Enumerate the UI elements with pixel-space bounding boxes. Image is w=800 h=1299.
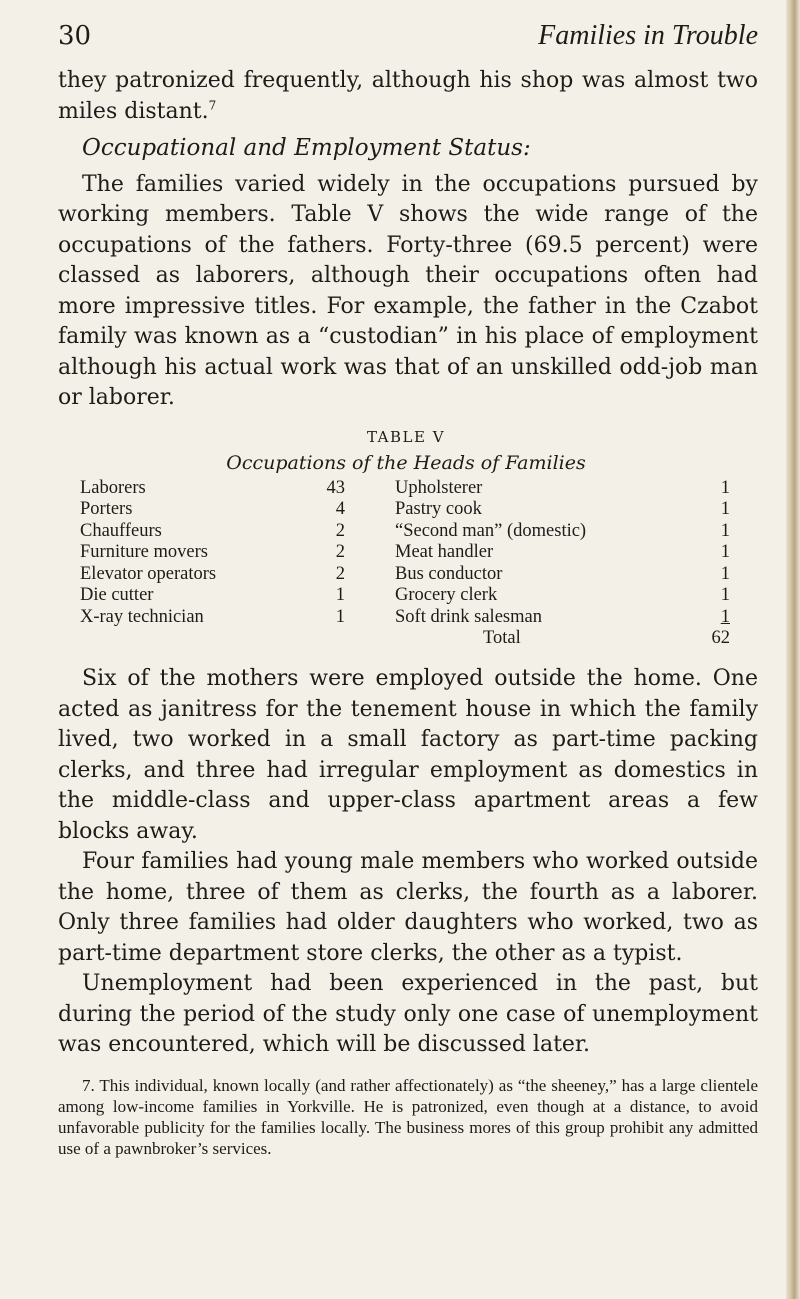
footnote-reference: 7 — [208, 98, 217, 113]
occupation-table — [80, 428, 732, 653]
paragraph-unemployment: Unemployment had been experienced in the past, but during the period of the study only one case of unemployment was encountered, which will be discussed later. — [58, 971, 758, 1057]
occupation-count: 1 — [720, 606, 730, 627]
table-row — [80, 478, 345, 500]
running-title: Families in Trouble — [538, 20, 758, 51]
table-row — [80, 585, 345, 607]
table-row — [80, 607, 345, 629]
occupation-count: 1 — [720, 477, 730, 498]
occupation-count: 1 — [720, 520, 730, 541]
occupation-count: 2 — [335, 520, 345, 541]
occupation-count: 1 — [720, 563, 730, 584]
occupation-count: 2 — [335, 563, 345, 584]
occupation-count: 43 — [326, 477, 345, 498]
table-row — [395, 564, 730, 586]
table-right-column — [395, 478, 730, 629]
paragraph-mothers: Six of the mothers were employed outside the home. One acted as janitress for the tenement house in which the family lived, two worked in a small factory as part-time packing clerks, and three had irregular employment as domestics in the middle-class and upper-class apartment areas a few blocks away. — [58, 666, 758, 844]
occupation-name: Chauffeurs — [80, 520, 162, 541]
table-body — [80, 478, 732, 629]
table-total — [80, 628, 732, 652]
table-row — [395, 607, 730, 629]
occupation-name: Elevator operators — [80, 563, 217, 584]
page-number: 30 — [58, 21, 92, 51]
occupation-name: Laborers — [80, 477, 146, 498]
paragraph-occupations: The families varied widely in the occupations pursued by working members. Table V shows the wide range of the occupations of the fathers. Forty-three (69.5 percent) were classed as laborers, although their occupations often had more impressive titles. For example, the father in the Czabot family was known as a “custodian” in his place of employment although his actual work was that of an unskilled odd-job man or laborer. — [58, 171, 758, 410]
occupation-count: 1 — [720, 499, 730, 519]
occupation-name: Pastry cook — [395, 499, 482, 519]
table-row — [80, 564, 345, 586]
occupation-count: 1 — [335, 606, 345, 627]
book-page — [58, 20, 758, 1159]
occupation-name: Porters — [80, 499, 133, 519]
occupation-count: 4 — [335, 499, 345, 519]
table-row — [395, 542, 730, 564]
occupation-name: X-ray technician — [80, 606, 204, 627]
paragraph-male-members: Four families had young male members who worked outside the home, three of them as clerks, the fourth as a laborer. Only three families had older daughters who worked, two as part-time department store clerks, the other as a typist. — [58, 849, 758, 966]
occupation-count: 1 — [720, 542, 730, 562]
total-label: Total — [483, 628, 521, 648]
occupation-name: Soft drink salesman — [395, 606, 542, 627]
table-title: Occupations of the Heads of Families — [226, 451, 586, 474]
table-row — [395, 499, 730, 521]
table-label: TABLE V — [366, 427, 446, 446]
occupation-count: 2 — [335, 542, 345, 562]
section-heading: Occupational and Employment Status: — [82, 135, 531, 161]
paragraph-continued — [58, 66, 758, 127]
occupation-name: Upholsterer — [395, 477, 483, 498]
occupation-name: “Second man” (domestic) — [395, 520, 587, 541]
occupation-count: 1 — [335, 585, 345, 605]
paragraph-continued-text: they patronized frequently, although his shop was almost two miles distant. — [58, 68, 758, 124]
footnote-7: 7. This individual, known locally (and rather affectionately) as “the sheeney,” has a large clientele among low-income families in Yorkville. He is patronized, even though at a distance, to avoid unfavorable publicity for the families locally. The business mores of this group prohibit any admitted use of a pawnbroker’s services. — [58, 1075, 758, 1158]
table-row — [80, 499, 345, 521]
occupation-name: Die cutter — [80, 585, 154, 605]
table-left-column — [80, 478, 345, 629]
occupation-name: Grocery clerk — [395, 585, 498, 605]
page-edge-shadow — [786, 0, 800, 1299]
total-value: 62 — [711, 628, 730, 648]
occupation-name: Meat handler — [395, 542, 494, 562]
table-row — [395, 585, 730, 607]
table-row — [80, 521, 345, 543]
table-row — [395, 521, 730, 543]
table-row — [395, 478, 730, 500]
occupation-count: 1 — [720, 585, 730, 605]
table-row — [80, 542, 345, 564]
occupation-name: Furniture movers — [80, 542, 208, 562]
running-header — [58, 20, 758, 66]
occupation-name: Bus conductor — [395, 563, 503, 584]
